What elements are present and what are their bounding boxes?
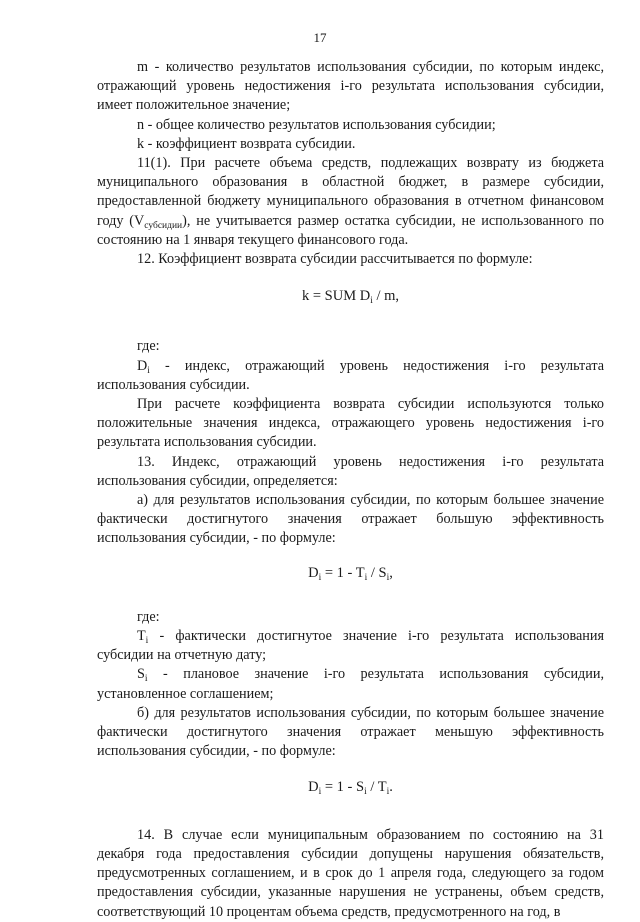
paragraph-text: 14. В случае если муниципальным образованием по состоянию на 31 декабря года предоставления субсидии допущены нарушения обязательств, предусмотренных соглашением, и в срок до 1 апреля года, следующего за годом предоставления субсидии, указанные нарушения не устранены, объем средств, соответствующий 10 процентам объема средств, предусмотренного на год, в [97, 826, 604, 920]
paragraph [97, 58, 604, 116]
formula-text: D [308, 564, 319, 581]
subscript: i [144, 674, 148, 685]
paragraph-text: m - количество результатов использования субсидии, по которым индекс, отражающий уровень недостижения i-го результата использования субсидии, имеет положительное значение; [97, 59, 604, 114]
formula-text: / m, [372, 288, 400, 305]
paragraph [97, 116, 604, 135]
formula-text: = 1 - S [321, 778, 365, 795]
subscript: i [386, 786, 390, 797]
paragraph [97, 491, 604, 549]
subscript: i [145, 636, 149, 647]
formula-text: . [389, 778, 393, 795]
paragraph-text: При расчете коэффициента возврата субсидии используются только положительные значения индекса, отражающего уровень недостижения i-го результата использования субсидии. [97, 396, 604, 451]
formula-text: D [308, 778, 319, 795]
paragraph-text: 12. Коэффициент возврата субсидии рассчитывается по формуле: [137, 251, 533, 268]
subscript: i [364, 572, 368, 583]
paragraph [97, 704, 604, 762]
paragraph [97, 395, 604, 453]
formula-text: / S [367, 564, 387, 581]
paragraph-text: 11(1). При расчете объема средств, подлежащих возврату из бюджета муниципального образования в областной бюджет, в размере субсидии, предоставленной бюджету муниципального образования в отчетном финансовом году (V [97, 155, 604, 229]
formula [97, 778, 604, 797]
paragraph [97, 154, 604, 250]
paragraph [97, 665, 604, 703]
subscript: i [318, 786, 322, 797]
paragraph-text: где: [137, 608, 160, 625]
paragraph-text: D [137, 357, 148, 374]
formula-text: = 1 - T [321, 564, 365, 581]
formula-text: / T [366, 778, 387, 795]
subscript: i [386, 572, 390, 583]
paragraph [97, 453, 604, 491]
subscript: i [318, 572, 322, 583]
formula-text: k = SUM D [301, 288, 371, 305]
paragraph-text: S [137, 666, 145, 683]
subscript: i [370, 296, 373, 307]
document-body [97, 58, 604, 922]
paragraph-text: n - общее количество результатов использования субсидии; [137, 116, 496, 133]
formula [97, 564, 604, 583]
paragraph [97, 627, 604, 665]
paragraph [97, 337, 604, 356]
paragraph [97, 135, 604, 154]
paragraph-text: k - коэффициент возврата субсидии. [137, 135, 356, 152]
paragraph-text: - фактически достигнутое значение i-го результата использования субсидии на отчетную дату; [97, 628, 604, 664]
paragraph-text: - индекс, отражающий уровень недостижения i-го результата использования субсидии. [97, 357, 604, 393]
subscript: i [364, 786, 367, 797]
paragraph-text: T [137, 628, 146, 645]
paragraph-text: - плановое значение i-го результата использования субсидии, установленное соглашением; [97, 666, 604, 702]
paragraph-text: ), не учитывается размер остатка субсидии, не использованного по состоянию на 1 января текущего финансового года. [97, 212, 604, 248]
subscript: i [147, 365, 150, 376]
formula [97, 287, 604, 306]
paragraph [97, 250, 604, 269]
page-number: 17 [313, 30, 327, 45]
subscript: субсидии [144, 220, 183, 231]
paragraph [97, 608, 604, 627]
paragraph-text: где: [137, 338, 160, 355]
paragraph [97, 357, 604, 395]
paragraph-text: а) для результатов использования субсидии, по которым большее значение фактически достигнутого значения отражает большую эффективность использования субсидии, - по формуле: [97, 492, 604, 547]
paragraph-text: 13. Индекс, отражающий уровень недостижения i-го результата использования субсидии, определяется: [97, 453, 604, 489]
formula-text: , [389, 564, 393, 581]
paragraph [97, 826, 604, 922]
paragraph-text: б) для результатов использования субсидии, по которым большее значение фактически достигнутого значения отражает меньшую эффективность использования субсидии, - по формуле: [97, 704, 604, 760]
